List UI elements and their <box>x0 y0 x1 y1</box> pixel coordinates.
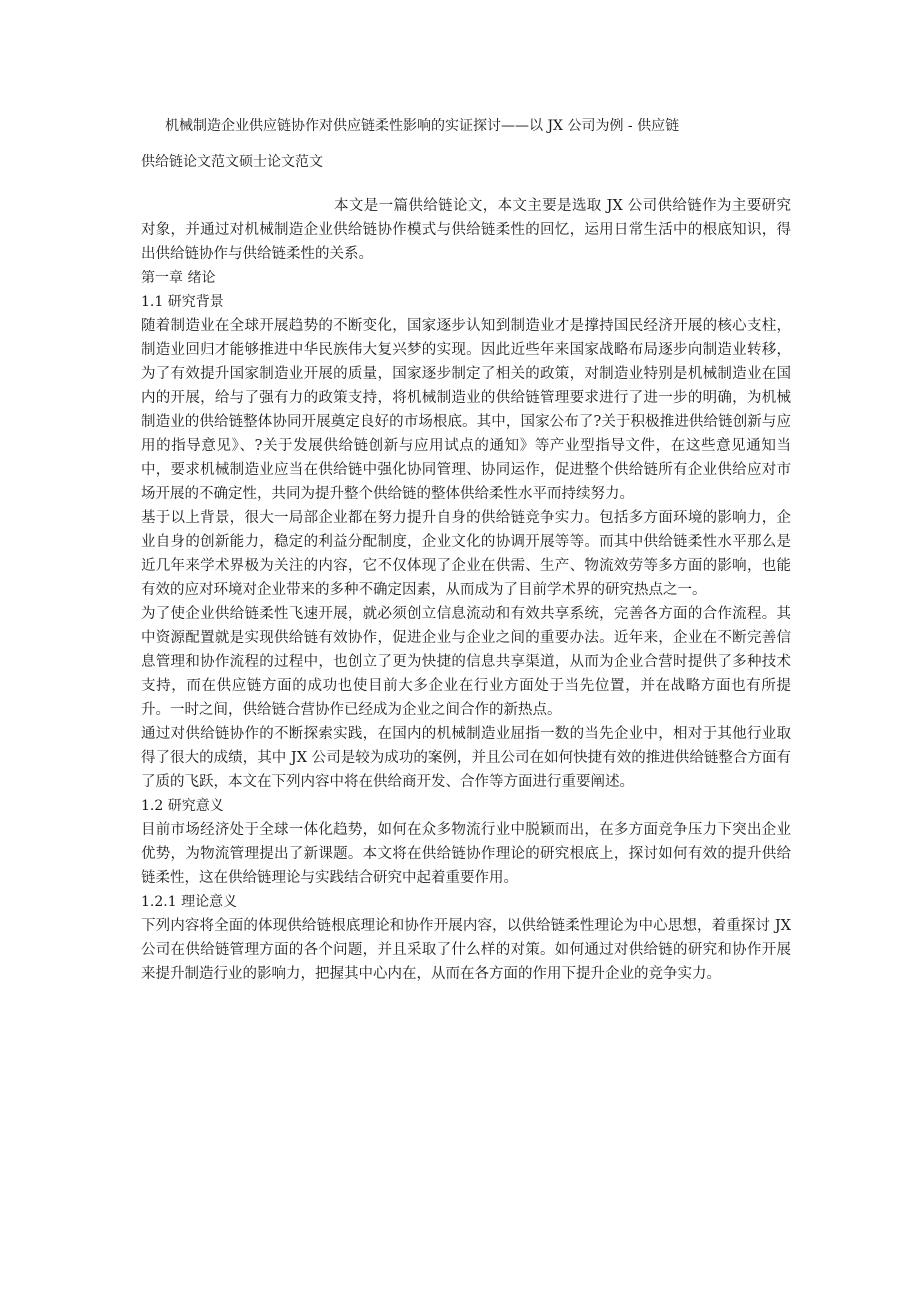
paragraph-background-3: 为了使企业供给链柔性飞速开展，就必须创立信息流动和有效共享系统，完善各方面的合作流程。其中资源配置就是实现供给链有效协作，促进企业与企业之间的重要办法。近年来，企业在不断完善信息管理和协作流程的过程中，也创立了更为快捷的信息共享渠道，从而为企业合营时提供了多种技术支持，而在供应链方面的成功也使目前大多企业在行业方面处于当先位置，并在战略方面也有所提升。一时之间，供给链合营协作已经成为企业之间合作的新热点。 <box>141 606 791 718</box>
paragraph-significance: 目前市场经济处于全球一体化趋势，如何在众多物流行业中脱颖而出，在多方面竞争压力下突出企业优势，为物流管理提出了新课题。本文将在供给链协作理论的研究根底上，探讨如何有效的提升供给链柔性，这在供给链理论与实践结合研究中起着重要作用。 <box>141 822 791 886</box>
section-heading-1-2: 1.2 研究意义 <box>141 798 224 814</box>
paragraph-background-1: 随着制造业在全球开展趋势的不断变化，国家逐步认知到制造业才是撑持国民经济开展的核心支柱，制造业回归才能够推进中华民族伟大复兴梦的实现。因此近些年来国家战略布局逐步向制造业转移，为了有效提升国家制造业开展的质量，国家逐步制定了相关的政策，对制造业特别是机械制造业在国内的开展，给与了强有力的政策支持，将机械制造业的供给链管理要求进行了进一步的明确，为机械制造业的供给链整体协同开展奠定良好的市场根底。其中，国家公布了?关于积极推进供给链创新与应用的指导意见》、?关于发展供给链创新与应用试点的通知》等产业型指导文件，在这些意见通知当中，要求机械制造业应当在供给链中强化协同管理、协同运作，促进整个供给链所有企业供给应对市场开展的不确定性，共同为提升整个供给链的整体供给柔性水平而持续努力。 <box>141 318 791 502</box>
document-subtitle: 供给链论文范文硕士论文范文 <box>141 154 323 170</box>
section-heading-1-2-1: 1.2.1 理论意义 <box>141 894 238 910</box>
document-page <box>141 108 791 986</box>
abstract-paragraph: 本文是一篇供给链论文，本文主要是选取 JX 公司供给链作为主要研究对象，并通过对机械制造企业供给链协作模式与供给链柔性的回忆，运用日常生活中的根底知识，得出供给链协作与供给链柔性的关系。 <box>141 198 791 262</box>
chapter-heading: 第一章 绪论 <box>141 270 216 286</box>
paragraph-background-4: 通过对供给链协作的不断探索实践，在国内的机械制造业屈指一数的当先企业中，相对于其他行业取得了很大的成绩，其中 JX 公司是较为成功的案例，并且公司在如何快捷有效的推进供给链整合方面有了质的飞跃，本文在下列内容中将在供给商开发、合作等方面进行重要阐述。 <box>141 726 791 790</box>
paragraph-background-2: 基于以上背景，很大一局部企业都在努力提升自身的供给链竞争实力。包括多方面环境的影响力，企业自身的创新能力，稳定的利益分配制度，企业文化的协调开展等等。而其中供给链柔性水平那么是近几年来学术界极为关注的内容，它不仅体现了企业在供需、生产、物流效劳等多方面的影响，也能有效的应对环境对企业带来的多种不确定因素，从而成为了目前学术界的研究热点之一。 <box>141 510 791 598</box>
paragraph-theory: 下列内容将全面的体现供给链根底理论和协作开展内容，以供给链柔性理论为中心思想，着重探讨 JX 公司在供给链管理方面的各个问题，并且采取了什么样的对策。如何通过对供给链的研究和协作开展来提升制造行业的影响力，把握其中心内在，从而在各方面的作用下提升企业的竞争实力。 <box>141 918 791 982</box>
document-title: 机械制造企业供应链协作对供应链柔性影响的实证探讨——以 JX 公司为例 - 供应链 <box>165 118 680 134</box>
section-heading-1-1: 1.1 研究背景 <box>141 294 224 310</box>
